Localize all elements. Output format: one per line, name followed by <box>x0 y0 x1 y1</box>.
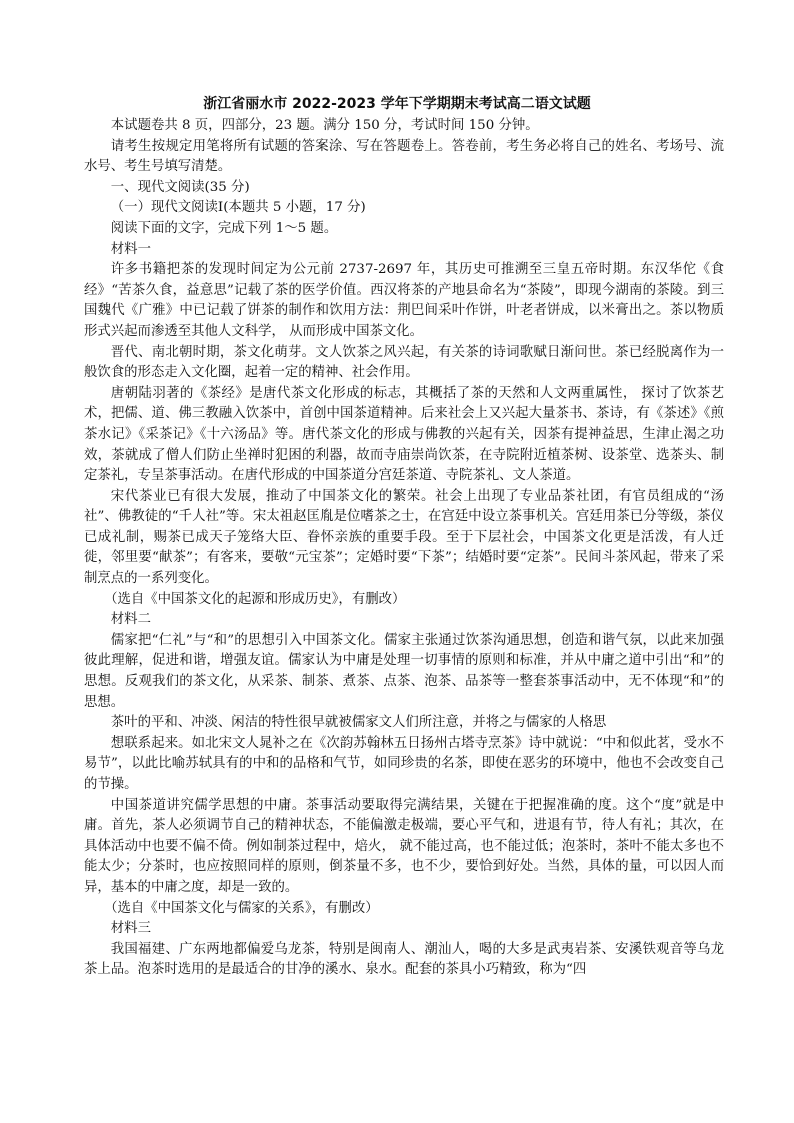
body-paragraph: 许多书籍把茶的发现时间定为公元前 2737-2697 年，其历史可推溯至三皇五帝时期。东汉华佗《食经》“苦茶久食，益意思”记载了茶的医学价值。西汉将茶的产地县命名为“茶陵”，即现今湖南的茶陵。到三国魏代《广雅》中已记载了饼茶的制作和饮用方法：荆巴间采叶作饼，叶老者饼成，以米膏出之。茶以物质形式兴起而渗透至其他人文科学， 从而形成中国茶文化。 <box>84 262 724 339</box>
body-paragraph: 我国福建、广东两地都偏爱乌龙茶，特别是闽南人、潮汕人，喝的大多是武夷岩茶、安溪铁观音等乌龙茶上品。泡茶时选用的是最适合的甘净的溪水、泉水。配套的茶具小巧精致，称为“四 <box>84 941 724 978</box>
section-heading: 一、现代文阅读(35 分) <box>110 179 250 195</box>
subsection-heading: （一）现代文阅读Ⅰ(本题共 5 小题，17 分) <box>110 200 366 216</box>
body-paragraph: 茶叶的平和、冲淡、闲洁的特性很早就被儒家文人们所注意，并将之与儒家的人格思 <box>110 715 607 731</box>
body-paragraph: 晋代、南北朝时期，茶文化萌芽。文人饮茶之风兴起，有关茶的诗词歌赋日渐问世。茶已经脱离作为一般饮食的形态走入文化圈，起着一定的精神、社会作用。 <box>84 344 724 381</box>
body-paragraph: 中国茶道讲究儒学思想的中庸。茶事活动要取得完满结果，关键在于把握准确的度。这个“度”就是中庸。首先，茶人必须调节自己的精神状态，不能偏激走极端，要心平气和，进退有节，待人有礼；其次，在具体活动中也要不偏不倚。例如制茶过程中，焙火， 就不能过高，也不能过低；泡茶时，茶叶不能太多也不能太少；分茶时，也应按照同样的原则，倒茶量不多，也不少，要恰到好处。当然，具体的量，可以因人而异，基本的中庸之度，却是一致的。 <box>84 797 724 895</box>
source-citation: （选自《中国茶文化的起源和形成历史》，有删改） <box>104 591 406 607</box>
body-paragraph: 唐朝陆羽著的《茶经》是唐代茶文化形成的标志，其概括了茶的天然和人文两重属性， 探讨了饮茶艺术，把儒、道、佛三教融入饮茶中，首创中国茶道精神。后来社会上又兴起大量茶书、茶诗，有《茶述》《煎茶水记》《采茶记》《十六汤品》等。唐代茶文化的形成与佛教的兴起有关，因茶有提神益思，生津止渴之功效，茶就成了僧人们防止坐禅时犯困的利器，故而寺庙崇尚饮茶，在寺院附近植茶树、设茶堂、选茶头、制定茶礼，专呈茶事活动。在唐代形成的中国茶道分宫廷茶道、寺院茶礼、文人茶道。 <box>84 385 724 484</box>
reading-instruction: 阅读下面的文字，完成下列 1～5 题。 <box>110 220 338 236</box>
material-heading: 材料三 <box>110 921 151 937</box>
exam-info-line: 本试题卷共 8 页，四部分，23 题。满分 150 分，考试时间 150 分钟。 <box>110 118 539 133</box>
body-paragraph: 宋代茶业已有很大发展，推动了中国茶文化的繁荣。社会上出现了专业品茶社团，有官员组成的“汤社”、佛教徒的“千人社”等。宋太祖赵匡胤是位嗜茶之士，在宫廷中设立茶事机关。宫廷用茶已分等级，茶仪已成礼制，赐茶已成天子笼络大臣、眷怀亲族的重要手段。至于下层社会，中国茶文化更是活泼，有人迁徙，邻里要“献茶”；有客来，要敬“元宝茶”；定婚时要“下茶”；结婚时要“定茶”。民间斗茶风起，带来了采制烹点的一系列变化。 <box>84 488 724 587</box>
exam-title: 浙江省丽水市 2022-2023 学年下学期期末考试高二语文试题 <box>203 96 591 112</box>
document-body <box>84 116 724 981</box>
source-citation: （选自《中国茶文化与儒家的关系》，有删改） <box>104 900 379 916</box>
body-paragraph: 想联系起来。如北宋文人晁补之在《次韵苏翰林五日扬州古塔寺烹茶》诗中就说：“中和似此茗，受水不易节”，以此比喻苏轼具有的中和的品格和气节，如同珍贵的名茶，即使在恶劣的环境中，他也不会改变自己的节操。 <box>84 735 724 792</box>
body-paragraph: 儒家把“仁礼”与“和”的思想引入中国茶文化。儒家主张通过饮茶沟通思想，创造和谐气氛，以此来加强彼此理解，促进和谐，增强友谊。儒家认为中庸是处理一切事情的原则和标准，并从中庸之道中引出“和”的思想。反观我们的茶文化，从采茶、制茶、煮茶、点茶、泡茶、品茶等一整套茶事活动中，无不体现“和”的思想。 <box>84 632 724 710</box>
instructions-paragraph: 请考生按规定用笔将所有试题的答案涂、写在答题卷上。答卷前，考生务必将自己的姓名、考场号、流水号、考生号填写清楚。 <box>84 138 724 175</box>
material-heading: 材料二 <box>110 612 151 628</box>
material-heading: 材料一 <box>110 241 151 257</box>
